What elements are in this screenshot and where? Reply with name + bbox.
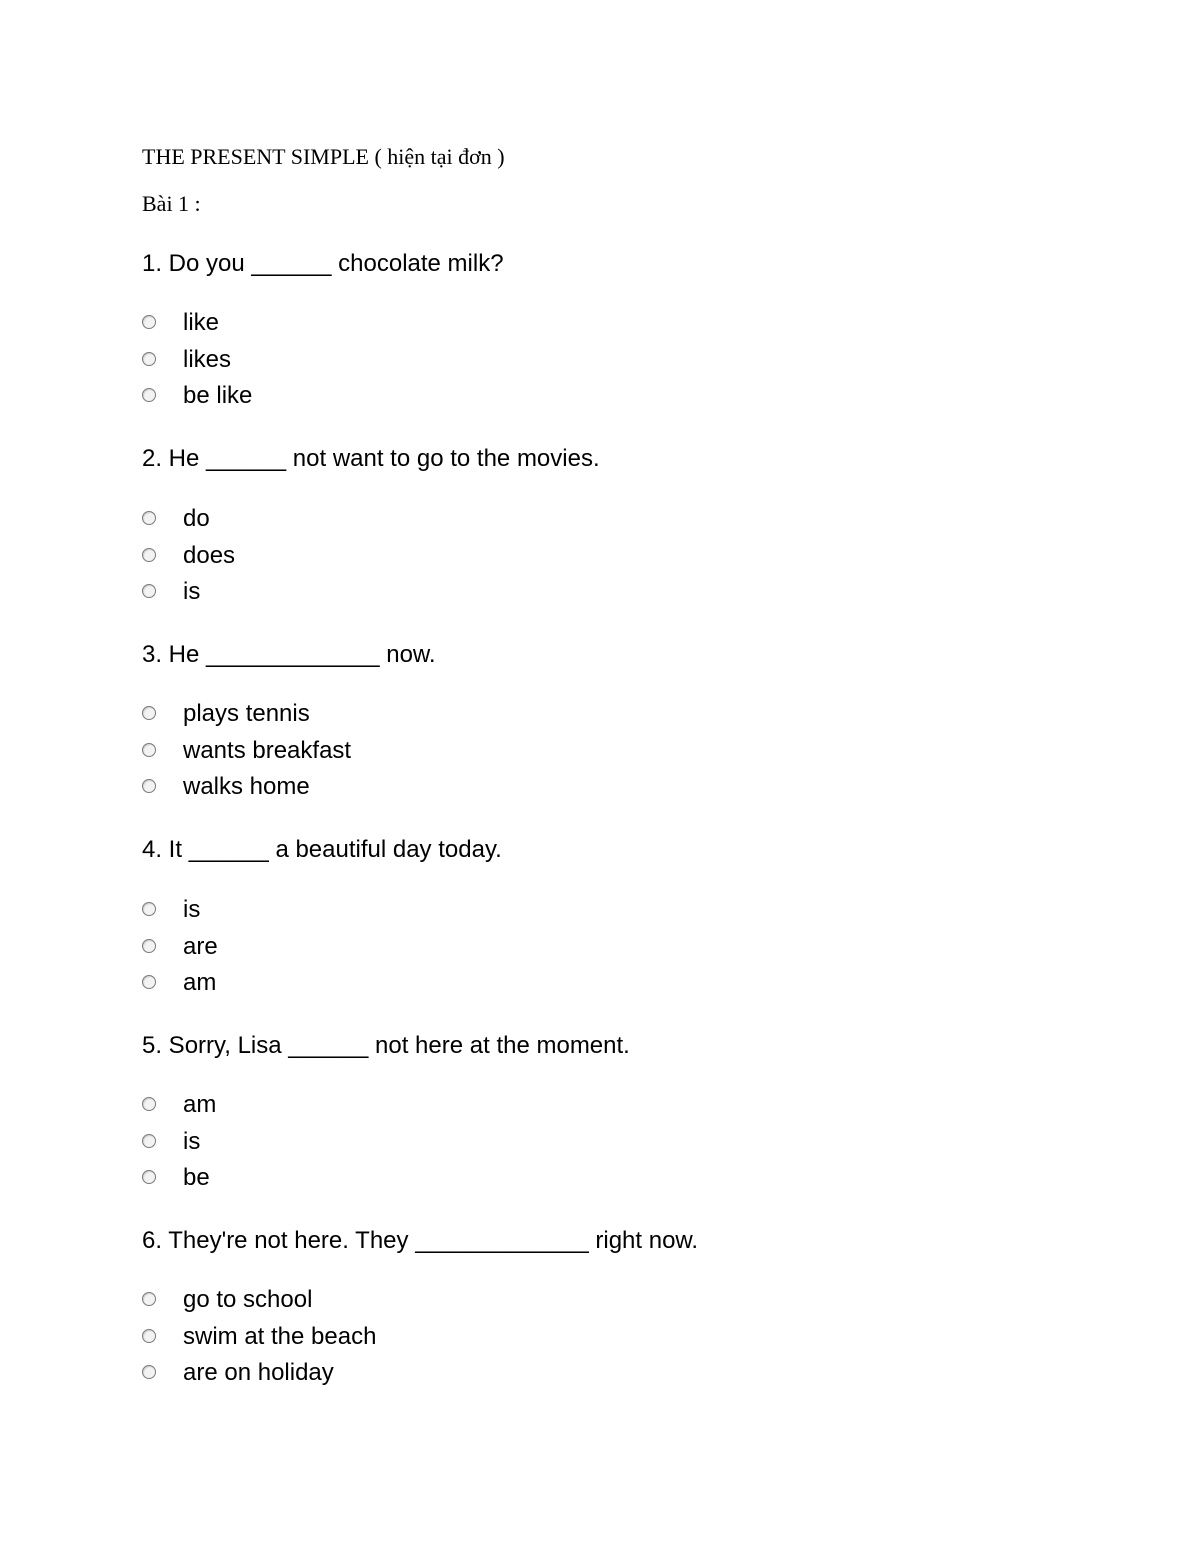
radio-button-icon[interactable]: [142, 388, 156, 402]
radio-button-icon[interactable]: [142, 706, 156, 720]
radio-button-icon[interactable]: [142, 975, 156, 989]
question-2-text: 2. He ______ not want to go to the movies.: [142, 445, 600, 472]
radio-button-icon[interactable]: [142, 902, 156, 916]
option-label: walks home: [183, 773, 310, 800]
option-label: go to school: [183, 1286, 313, 1313]
radio-button-icon[interactable]: [142, 584, 156, 598]
exercise-label: Bài 1 :: [142, 191, 201, 216]
option-label: am: [183, 1091, 217, 1118]
radio-button-icon[interactable]: [142, 511, 156, 525]
option-label: are on holiday: [183, 1359, 334, 1386]
radio-button-icon[interactable]: [142, 1329, 156, 1343]
question-1-text: 1. Do you ______ chocolate milk?: [142, 250, 504, 277]
document-title: THE PRESENT SIMPLE ( hiện tại đơn ): [142, 144, 505, 169]
radio-button-icon[interactable]: [142, 743, 156, 757]
option-label: is: [183, 578, 201, 605]
option-label: swim at the beach: [183, 1323, 377, 1350]
option-label: does: [183, 542, 236, 569]
option-label: like: [183, 309, 220, 336]
radio-button-icon[interactable]: [142, 1170, 156, 1184]
question-6-text: 6. They're not here. They _____________ right now.: [142, 1227, 699, 1254]
radio-button-icon[interactable]: [142, 315, 156, 329]
option-label: do: [183, 505, 210, 532]
option-label: likes: [183, 346, 232, 373]
question-3-text: 3. He _____________ now.: [142, 641, 436, 668]
radio-button-icon[interactable]: [142, 1097, 156, 1111]
option-label: be: [183, 1164, 210, 1191]
option-label: are: [183, 933, 218, 960]
question-4-text: 4. It ______ a beautiful day today.: [142, 836, 502, 863]
option-label: be like: [183, 382, 253, 409]
radio-button-icon[interactable]: [142, 939, 156, 953]
option-label: am: [183, 969, 217, 996]
radio-button-icon[interactable]: [142, 1134, 156, 1148]
radio-button-icon[interactable]: [142, 548, 156, 562]
option-label: plays tennis: [183, 700, 310, 727]
radio-button-icon[interactable]: [142, 779, 156, 793]
option-label: is: [183, 1128, 201, 1155]
radio-button-icon[interactable]: [142, 1292, 156, 1306]
radio-button-icon[interactable]: [142, 1365, 156, 1379]
option-label: wants breakfast: [183, 737, 352, 764]
radio-button-icon[interactable]: [142, 352, 156, 366]
option-label: is: [183, 896, 201, 923]
question-5-text: 5. Sorry, Lisa ______ not here at the moment.: [142, 1032, 630, 1059]
